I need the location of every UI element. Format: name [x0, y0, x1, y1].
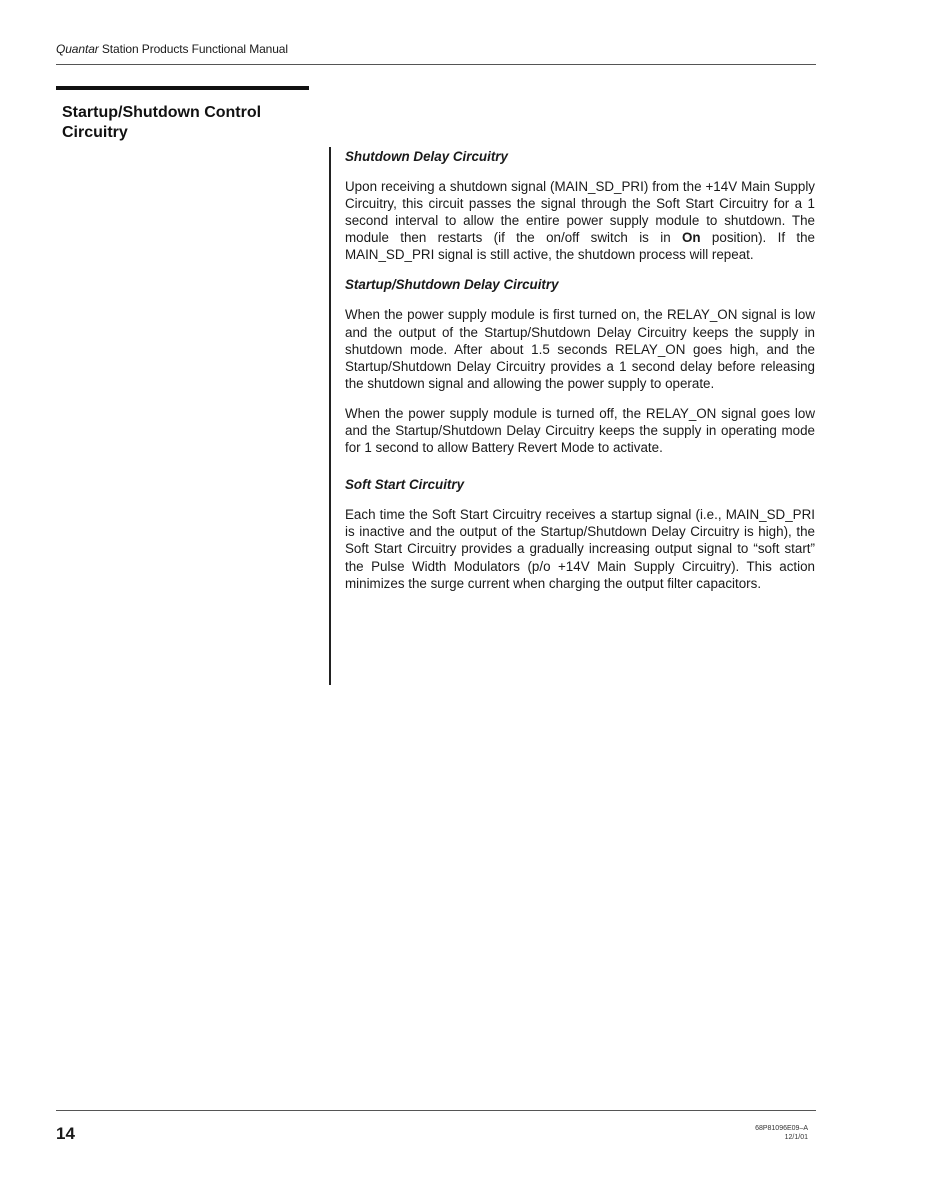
header-divider	[56, 64, 816, 65]
shutdown-delay-paragraph	[345, 178, 815, 263]
section-bar	[56, 86, 309, 90]
soft-start-paragraph: Each time the Soft Start Circuitry receives a startup signal (i.e., MAIN_SD_PRI is inactive and the output of the Startup/Shutdown Delay Circuitry is high), the Soft Start Circuitry provides a gradually increasing output signal to “soft start” the Pulse Width Modulators (p/o +14V Main Supply Circuitry). This action minimizes the surge current when charging the output filter capacitors.	[345, 507, 815, 591]
shutdown-delay-on-label: On	[681, 230, 701, 246]
content-change-bar	[329, 147, 331, 685]
shutdown-delay-text-1: Upon receiving a shutdown signal (MAIN_SD_PRI) from the +14V Main Supply Circuitry, this circuit passes the signal through the Soft Start Circuitry for a 1 second interval to allow the entire power supply module to shutdown. The module then restarts (if the on/off switch is in	[345, 179, 815, 246]
section-title	[62, 103, 312, 143]
document-id	[755, 1124, 808, 1142]
running-header	[56, 42, 288, 56]
section-title-line-1: Startup/Shutdown Control	[62, 104, 262, 121]
startup-shutdown-delay-paragraph-1: When the power supply module is first turned on, the RELAY_ON signal is low and the output of the Startup/Shutdown Delay Circuitry keeps the supply in shutdown mode. After about 1.5 seconds RELAY_ON goes high, and the Startup/Shutdown Delay Circuitry provides a 1 second delay before releasing the shutdown signal and allowing the power supply to operate.	[345, 307, 815, 391]
document-number: 68P81096E09–A	[755, 1125, 808, 1132]
page-number: 14	[56, 1124, 75, 1143]
shutdown-delay-text-2: position). If the MAIN_SD_PRI signal is still active, the shutdown process will repeat.	[345, 230, 815, 263]
document-date: 12/1/01	[784, 1134, 808, 1141]
footer-divider	[56, 1110, 816, 1111]
header-title: Station Products Functional Manual	[98, 42, 288, 56]
main-content	[345, 148, 815, 605]
soft-start-heading: Soft Start Circuitry	[345, 477, 465, 493]
header-brand: Quantar	[56, 42, 99, 56]
startup-shutdown-delay-heading: Startup/Shutdown Delay Circuitry	[345, 277, 559, 293]
section-title-line-2: Circuitry	[62, 124, 128, 141]
startup-shutdown-delay-paragraph-2: When the power supply module is turned off, the RELAY_ON signal goes low and the Startup/Shutdown Delay Circuitry keeps the supply in operating mode for 1 second to allow Battery Revert Mode to activate.	[345, 405, 815, 456]
shutdown-delay-heading: Shutdown Delay Circuitry	[345, 149, 508, 164]
